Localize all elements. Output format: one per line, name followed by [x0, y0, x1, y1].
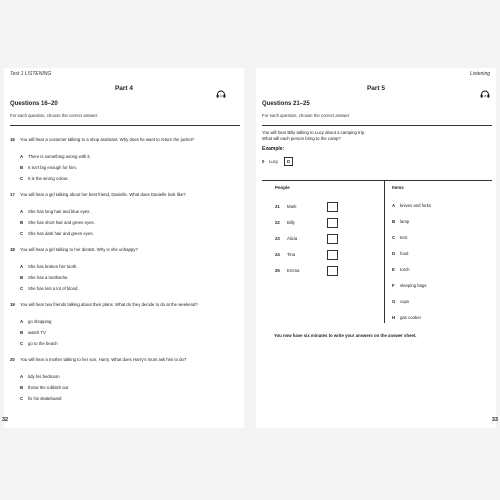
person-21: 21 Mark: [275, 204, 297, 209]
answer-box-25[interactable]: [327, 266, 338, 276]
question-text: You will hear a girl talking about her best friend, Danielle. What does Danielle look like?: [20, 192, 186, 197]
item-b: B lamp: [392, 219, 410, 224]
answer-box-21[interactable]: [327, 202, 338, 212]
item-a: A knives and forks: [392, 203, 432, 208]
question-text: You will hear a girl talking to her dentist. Why is she unhappy?: [20, 247, 138, 252]
option-b[interactable]: B watch TV: [20, 330, 46, 335]
example-label: Example:: [262, 146, 285, 152]
option-b[interactable]: B throw the rubbish out: [20, 385, 69, 390]
option-c[interactable]: C fix his skateboard: [20, 396, 62, 401]
page-number: 32: [2, 417, 9, 423]
item-g: G cups: [392, 299, 410, 304]
running-head: Listening: [469, 71, 490, 77]
part-title: Part 4: [114, 85, 134, 92]
question-number: 18: [10, 247, 15, 252]
item-f: F sleeping bags: [392, 283, 427, 288]
person-24: 24 Tina: [275, 252, 296, 257]
left-page: [4, 68, 244, 428]
option-a[interactable]: A go shopping: [20, 319, 52, 324]
question-number: 20: [10, 357, 15, 362]
items-heading: Items: [392, 185, 404, 190]
option-c[interactable]: C She has lost a lot of blood.: [20, 286, 79, 291]
option-a[interactable]: A She has long hair and blue eyes.: [20, 209, 91, 214]
option-c[interactable]: C go to the beach: [20, 341, 58, 346]
running-head: Test 1 LISTENING: [10, 71, 52, 77]
people-heading: People: [275, 185, 290, 190]
option-a[interactable]: A She has broken her tooth.: [20, 264, 78, 269]
track-number: 14: [219, 94, 223, 98]
option-a[interactable]: A tidy his bedroom: [20, 374, 60, 379]
headphones-icon: [216, 85, 226, 98]
question-text: You will hear two friends talking about their plans. What do they decide to do at the weekend?: [20, 302, 198, 307]
question-number: 16: [10, 137, 15, 142]
headphones-icon: [480, 85, 490, 98]
answer-box-24[interactable]: [327, 250, 338, 260]
right-page: [256, 68, 496, 428]
answer-box-23[interactable]: [327, 234, 338, 244]
question-text: You will hear a customer talking to a shop assistant. Why does he want to return the jacket?: [20, 137, 195, 142]
intro-text: You will hear Billy talking to Lucy about a camping trip. What will each person bring to the camp?: [262, 130, 366, 141]
questions-heading: Questions 21–25: [262, 101, 310, 107]
part-title: Part 5: [366, 85, 386, 92]
instruction: For each question, choose the correct answer.: [10, 113, 99, 118]
example-name: Lucy: [269, 159, 279, 164]
question-number: 17: [10, 192, 15, 197]
footer-instruction: You now have six minutes to write your answers on the answer sheet.: [274, 333, 417, 338]
divider: [262, 125, 492, 126]
page-number: 33: [491, 417, 498, 423]
divider: [10, 125, 240, 126]
example-answer-box: D: [284, 157, 293, 166]
person-22: 22 Billy: [275, 220, 295, 225]
answer-box-22[interactable]: [327, 218, 338, 228]
option-c[interactable]: C She has dark hair and green eyes.: [20, 231, 94, 236]
track-number: 15: [483, 94, 487, 98]
person-25: 25 Emma: [275, 268, 300, 273]
person-23: 23 Alicia: [275, 236, 298, 241]
column-divider: [384, 181, 385, 323]
item-d: D food: [392, 251, 409, 256]
item-h: H gas cooker: [392, 315, 422, 320]
option-b[interactable]: B It isn't big enough for him.: [20, 165, 78, 170]
option-b[interactable]: B She has short hair and green eyes.: [20, 220, 95, 225]
option-c[interactable]: C It is the wrong colour.: [20, 176, 69, 181]
questions-heading: Questions 16–20: [10, 101, 58, 107]
example-number: 0: [262, 159, 265, 164]
question-text: You will hear a mother talking to her son, Harry. What does Harry's mum ask him to do?: [20, 357, 187, 362]
question-number: 19: [10, 302, 15, 307]
divider: [262, 180, 492, 181]
item-c: C tent: [392, 235, 408, 240]
option-a[interactable]: A There is something wrong with it.: [20, 154, 91, 159]
option-b[interactable]: B She has a toothache.: [20, 275, 69, 280]
instruction: For each question, choose the correct answer.: [262, 113, 351, 118]
item-e: E torch: [392, 267, 410, 272]
example-row: [262, 159, 291, 164]
